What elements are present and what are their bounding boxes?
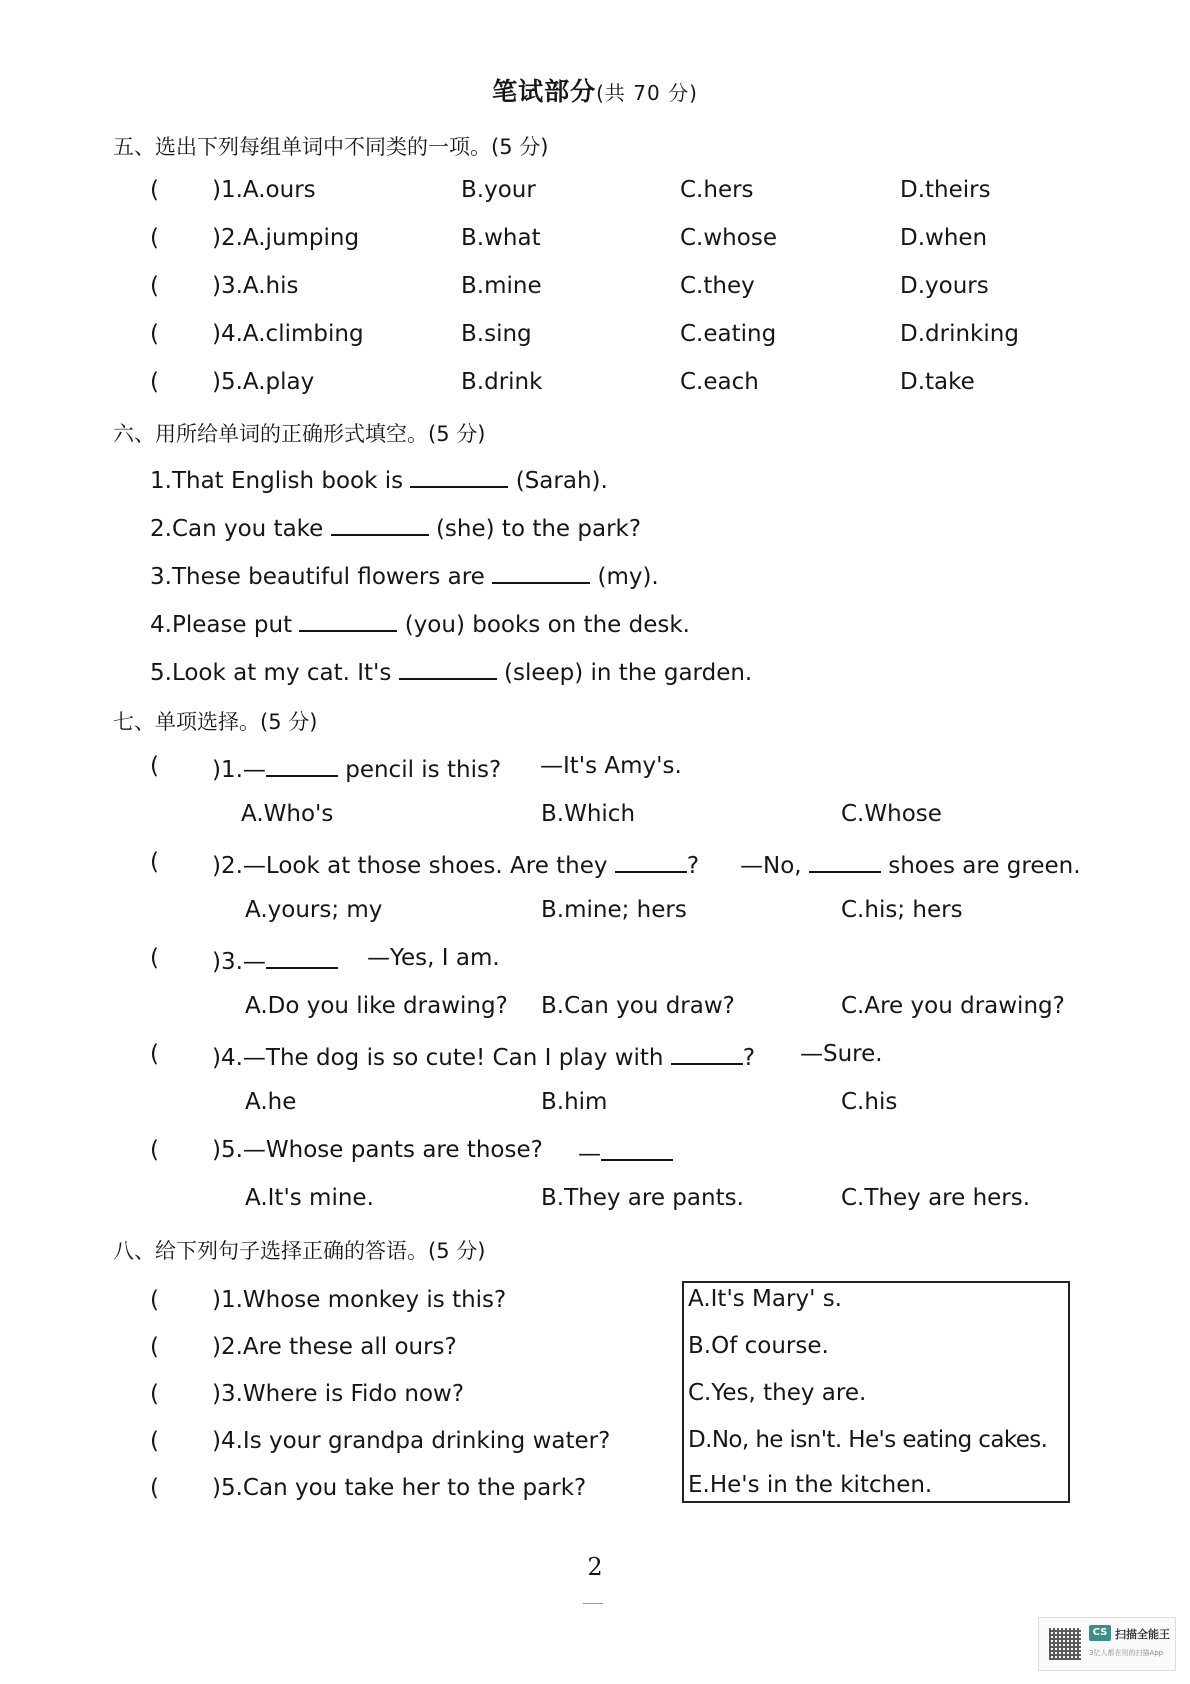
option-a: )3.A.his [212,273,299,299]
option-d: D.theirs [900,177,991,203]
answer-paren[interactable]: ( [150,321,159,347]
fill-blank[interactable] [615,849,687,873]
fill-blank[interactable] [331,512,429,536]
sentence-end: (sleep) in the garden. [496,660,753,686]
answer-choice-a: A.It's Mary' s. [688,1286,842,1312]
question-text: )2.—Look at those shoes. Are they [212,853,615,879]
option-c: C.they [680,273,755,299]
option-a: A.yours; my [245,897,383,923]
option-c: C.They are hers. [841,1185,1031,1211]
reply-text-end: shoes are green. [880,853,1081,879]
sentence-start: 2.Can you take [150,516,331,542]
option-d: D.yours [900,273,989,299]
section-6-heading: 六、用所给单词的正确形式填空。(5 分) [113,422,486,446]
option-a: A.Do you like drawing? [245,993,508,1019]
answer-paren[interactable]: ( [150,1381,159,1407]
question-text-end: pencil is this? [337,757,502,783]
option-a: A.he [245,1089,297,1115]
option-c: C.his; hers [841,897,963,923]
answer-paren[interactable]: ( [150,1137,159,1163]
question-text: )1.Whose monkey is this? [212,1287,507,1313]
question-text-end: ? [686,853,700,879]
sentence-start: 5.Look at my cat. It's [150,660,399,686]
answer-paren[interactable]: ( [150,1428,159,1454]
answer-paren[interactable]: ( [150,849,159,875]
question-text: )1.— [212,757,266,783]
fill-blank[interactable] [266,945,338,969]
answer-paren[interactable]: ( [150,225,159,251]
option-c: C.hers [680,177,754,203]
option-b: B.your [461,177,536,203]
question-text: )2.Are these all ours? [212,1334,457,1360]
fill-blank[interactable] [410,464,508,488]
option-c: C.Whose [841,801,942,827]
option-c: C.eating [680,321,777,347]
option-b: B.him [541,1089,608,1115]
reply-text: —Yes, I am. [367,945,500,971]
sentence-end: (my). [590,564,659,590]
answer-paren[interactable]: ( [150,1334,159,1360]
answer-paren[interactable]: ( [150,1475,159,1501]
fill-blank[interactable] [809,849,881,873]
answer-choice-c: C.Yes, they are. [688,1380,867,1406]
option-a: )5.A.play [212,369,315,395]
question-text: )5.Can you take her to the park? [212,1475,587,1501]
title-text: 笔试部分 [492,77,597,106]
option-b: B.Which [541,801,636,827]
question-text: )3.— [212,949,266,975]
option-d: D.take [900,369,975,395]
camscanner-logo-icon: CS [1089,1625,1111,1641]
answer-choice-e: E.He's in the kitchen. [688,1472,933,1498]
fill-blank[interactable] [601,1137,673,1161]
reply-text: —It's Amy's. [540,753,682,779]
page-divider [583,1603,603,1604]
reply-text: —Sure. [800,1041,883,1067]
answer-choice-b: B.Of course. [688,1333,829,1359]
option-b: B.what [461,225,541,251]
section-7-heading: 七、单项选择。(5 分) [113,710,318,734]
option-c: C.his [841,1089,898,1115]
sentence-end: (you) books on the desk. [397,612,690,638]
option-d: D.drinking [900,321,1019,347]
option-a: A.It's mine. [245,1185,374,1211]
option-d: D.when [900,225,988,251]
answer-paren[interactable]: ( [150,945,159,971]
sentence-start: 4.Please put [150,612,300,638]
answer-paren[interactable]: ( [150,369,159,395]
answer-paren[interactable]: ( [150,177,159,203]
answer-paren[interactable]: ( [150,1287,159,1313]
question-text: )4.—The dog is so cute! Can I play with [212,1045,671,1071]
page-number: 2 [587,1553,603,1581]
sentence-start: 1.That English book is [150,468,411,494]
fill-blank[interactable] [299,608,397,632]
page-title [0,72,1190,108]
option-a: )2.A.jumping [212,225,360,251]
watermark-tagline: 3亿人都在用的扫描App [1089,1649,1164,1657]
option-b: B.mine [461,273,542,299]
option-b: B.sing [461,321,532,347]
scanner-watermark [1038,1617,1176,1671]
fill-blank[interactable] [266,753,338,777]
question-text: )4.Is your grandpa drinking water? [212,1428,611,1454]
option-b: B.They are pants. [541,1185,744,1211]
answer-paren[interactable]: ( [150,1041,159,1067]
section-5-heading: 五、选出下列每组单词中不同类的一项。(5 分) [113,135,549,159]
option-a: A.Who's [241,801,334,827]
section-8-heading: 八、给下列句子选择正确的答语。(5 分) [113,1239,486,1263]
fill-blank[interactable] [671,1041,743,1065]
option-c: C.each [680,369,759,395]
option-a: )4.A.climbing [212,321,364,347]
option-b: B.drink [461,369,543,395]
answer-choices-box [682,1281,1070,1503]
reply-text: —No, [740,853,809,879]
option-c: C.whose [680,225,777,251]
option-b: B.mine; hers [541,897,687,923]
answer-paren[interactable]: ( [150,273,159,299]
option-a: )1.A.ours [212,177,316,203]
answer-paren[interactable]: ( [150,753,159,779]
question-text-end: ? [742,1045,756,1071]
option-b: B.Can you draw? [541,993,735,1019]
sentence-end: (Sarah). [508,468,608,494]
watermark-app-name: 扫描全能王 [1115,1628,1170,1641]
fill-blank[interactable] [492,560,590,584]
title-score: (共 70 分) [596,81,698,105]
option-c: C.Are you drawing? [841,993,1065,1019]
question-text: )5.—Whose pants are those? [212,1137,543,1163]
sentence-start: 3.These beautiful flowers are [150,564,493,590]
question-text: )3.Where is Fido now? [212,1381,465,1407]
qr-code-icon [1049,1628,1081,1660]
reply-text: — [578,1141,601,1167]
answer-choice-d: D.No, he isn't. He's eating cakes. [688,1427,1048,1453]
sentence-end: (she) to the park? [428,516,642,542]
fill-blank[interactable] [399,656,497,680]
